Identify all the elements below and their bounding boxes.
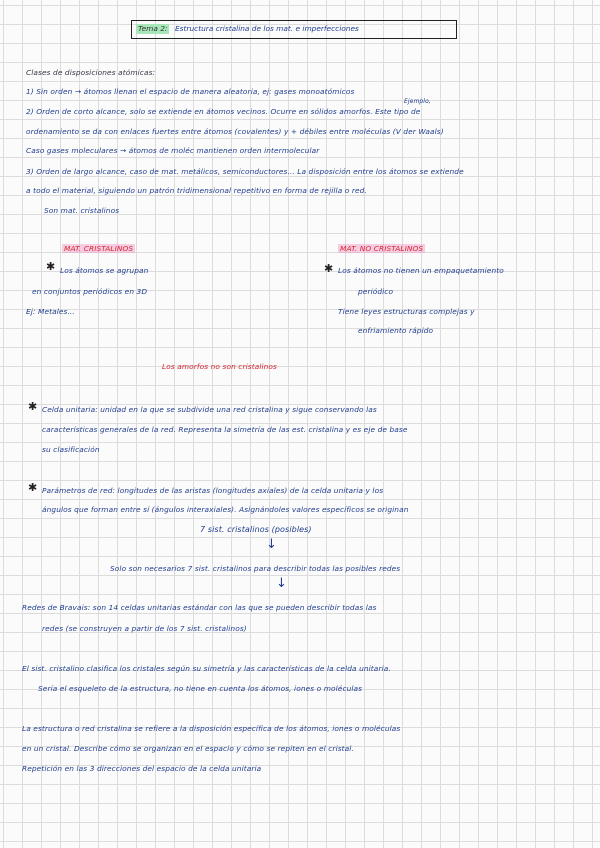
structure-line2: en un cristal. Describe cómo se organizan en el espacio y cómo se repiten en el cristal. — [22, 744, 354, 753]
intro-p2a: 2) Orden de corto alcance, solo se extiende en átomos vecinos. Ocurre en sólidos amorfos. Este tipo de — [26, 107, 421, 116]
intro-p3c: Son mat. cristalinos — [44, 206, 120, 215]
non-crystalline-heading: MAT. NO CRISTALINOS — [340, 244, 424, 253]
structure-line3: Repetición en las 3 direcciones del espacio de la celda unitaria — [22, 764, 262, 773]
intro-p2b: ordenamiento se da con enlaces fuertes entre átomos (covalentes) y + débiles entre moléculas (V der Waals) — [26, 127, 444, 136]
intro-heading: Clases de disposiciones atómicas: — [26, 68, 156, 77]
params-line2: ángulos que forman entre sí (ángulos interaxiales). Asignándoles valores específicos se originan — [42, 505, 409, 514]
system-line1: El sist. cristalino clasifica los cristales según su simetría y las características de la celda unitaria. — [22, 664, 391, 673]
amorphous-note: Los amorfos no son cristalinos — [162, 362, 278, 371]
non-crystalline-line1: Los átomos no tienen un empaquetamiento — [338, 266, 504, 275]
down-arrow-icon: ↓ — [266, 537, 277, 552]
crystalline-line3: Ej: Metales... — [26, 307, 75, 316]
non-crystalline-line3: Tiene leyes estructuras complejas y — [338, 307, 475, 316]
crystalline-line2: en conjuntos periódicos en 3D — [32, 287, 148, 296]
intro-p2c: Caso gases moleculares → átomos de moléc mantienen orden intermolecular — [26, 146, 320, 155]
non-crystalline-line2: periódico — [358, 287, 394, 296]
unit-cell-line3: su clasificación — [42, 445, 100, 454]
star-icon: ✱ — [324, 262, 334, 275]
page-title: Estructura cristalina de los mat. e imperfecciones — [175, 24, 359, 33]
bravais-line1: Redes de Bravais: son 14 celdas unitarias estándar con las que se pueden describir todas las — [22, 603, 377, 612]
crystalline-line1: Los átomos se agrupan — [60, 266, 149, 275]
star-icon: ✱ — [28, 400, 38, 413]
title-tag: Tema 2: — [138, 24, 168, 33]
system-line2: Sería el esqueleto de la estructura, no tiene en cuenta los átomos, iones o moléculas — [38, 684, 363, 693]
intro-p1: 1) Sin orden → átomos llenan el espacio de manera aleatoria, ej: gases monoatómicos — [26, 87, 355, 96]
non-crystalline-line4: enfriamiento rápido — [358, 326, 434, 335]
unit-cell-line1: Celda unitaria: unidad en la que se subdivide una red cristalina y sigue conservando las — [42, 405, 377, 414]
down-arrow-icon: ↓ — [276, 576, 287, 591]
intro-p2-note: Ejemplo, — [404, 98, 431, 105]
structure-line1: La estructura o red cristalina se refiere a la disposición específica de los átomos, iones o moléculas — [22, 724, 401, 733]
unit-cell-line2: características generales de la red. Representa la simetría de las est. cristalina y es eje de base — [42, 425, 408, 434]
star-icon: ✱ — [28, 481, 38, 494]
params-line1: Parámetros de red: longitudes de las aristas (longitudes axiales) de la celda unitaria y los — [42, 486, 384, 495]
params-line4: Solo son necesarios 7 sist. cristalinos para describir todas las posibles redes — [110, 564, 401, 573]
crystalline-heading: MAT. CRISTALINOS — [64, 244, 134, 253]
star-icon: ✱ — [46, 260, 56, 273]
intro-p3a: 3) Orden de largo alcance, caso de mat. metálicos, semiconductores... La disposición entre los átomos se extiende — [26, 167, 464, 176]
intro-p3b: a todo el material, siguiendo un patrón tridimensional repetitivo en forma de rejilla o red. — [26, 186, 367, 195]
bravais-line2: redes (se construyen a partir de los 7 sist. cristalinos) — [42, 624, 247, 633]
params-line3: 7 sist. cristalinos (posibles) — [200, 525, 312, 534]
